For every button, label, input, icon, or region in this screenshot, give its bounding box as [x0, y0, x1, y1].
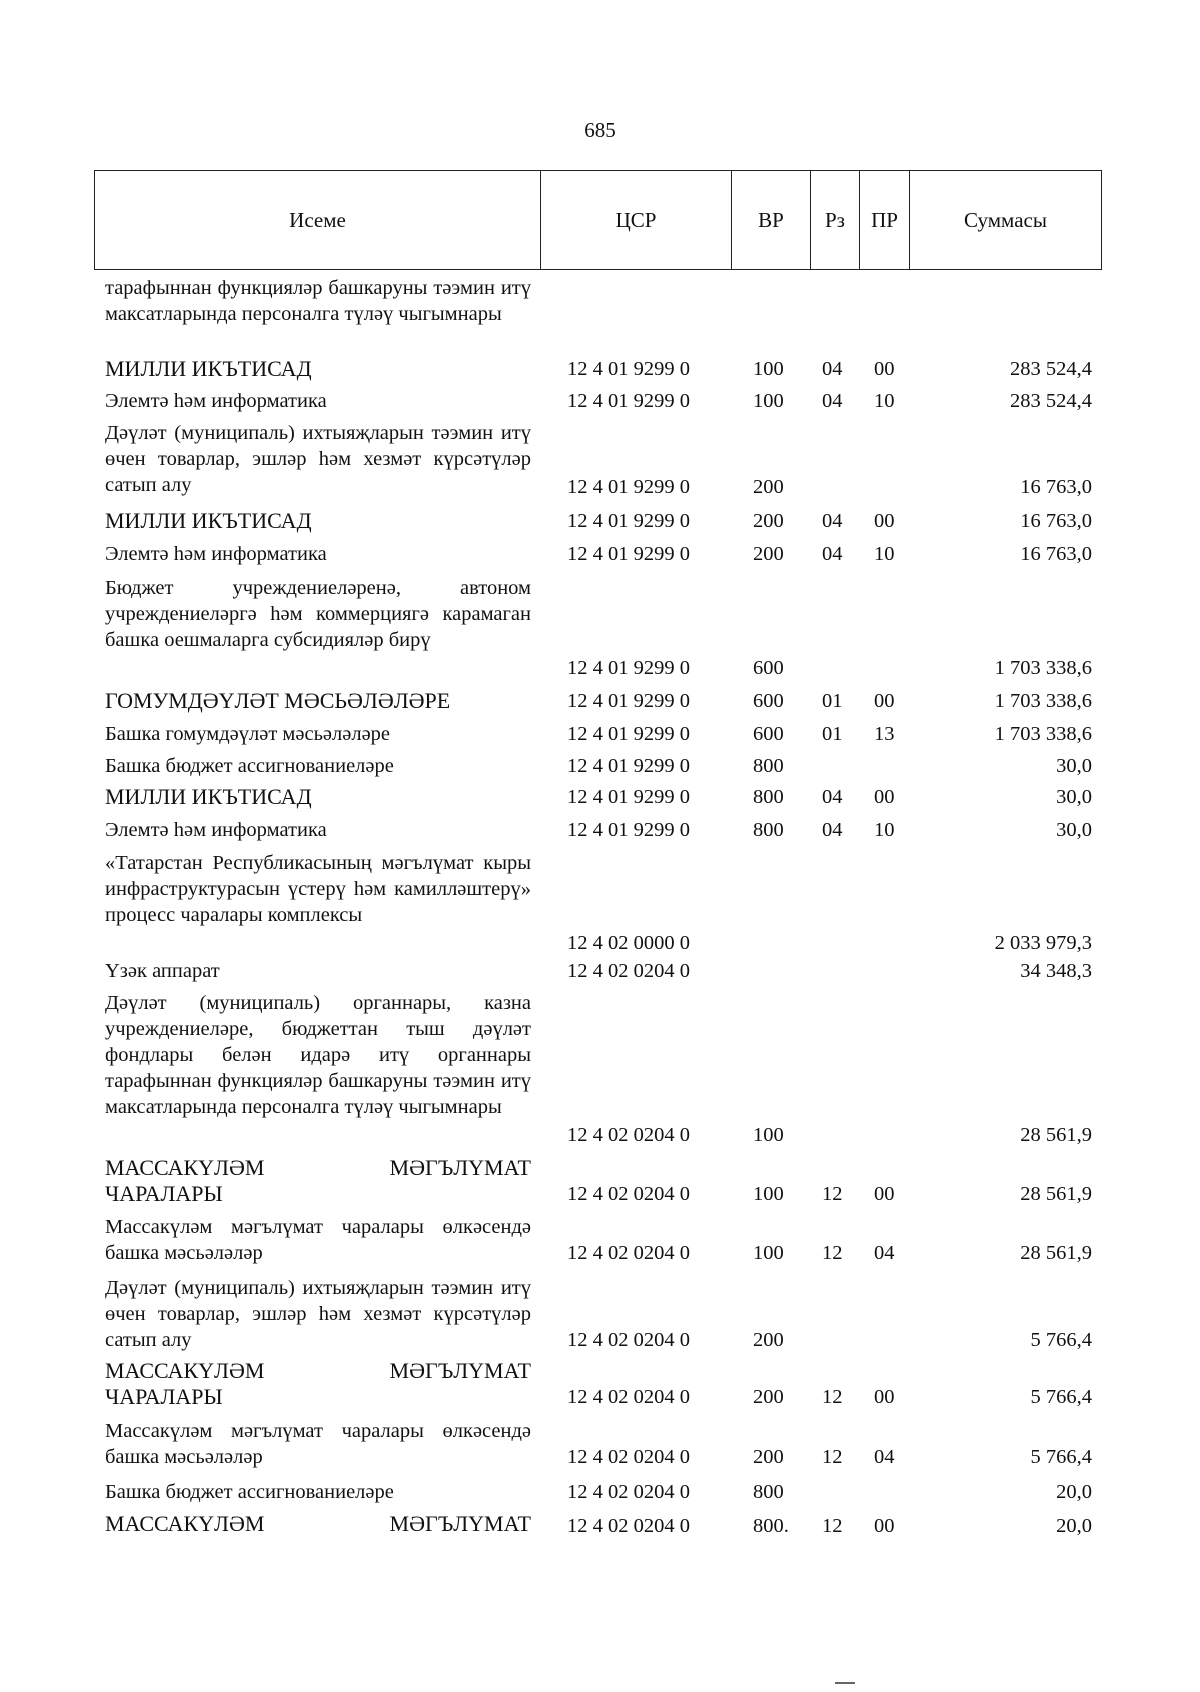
row-vr: 600: [753, 690, 784, 712]
table-row: [0, 575, 1200, 681]
row-rz: 12: [822, 1515, 843, 1537]
table-row: [0, 688, 1200, 714]
table-row: [0, 1479, 1200, 1505]
row-vr: 800.: [753, 1515, 789, 1537]
row-pr: 00: [874, 1515, 895, 1537]
row-pr: 10: [874, 819, 895, 841]
row-rz: 12: [822, 1183, 843, 1205]
table-row: [0, 275, 1200, 355]
row-rz: 12: [822, 1446, 843, 1468]
row-csr: 12 4 02 0204 0: [567, 960, 690, 982]
row-name: Башка бюджет ассигнованиеләре: [105, 755, 394, 777]
table-row: [0, 1418, 1200, 1470]
row-csr: 12 4 01 9299 0: [567, 543, 690, 565]
row-name: Башка бюджет ассигнованиеләре: [105, 1481, 394, 1503]
row-vr: 600: [753, 723, 784, 745]
row-sum: 28 561,9: [1020, 1183, 1092, 1205]
row-pr: 00: [874, 1183, 895, 1205]
row-rz: 04: [822, 786, 843, 808]
row-rz: 04: [822, 543, 843, 565]
row-vr: 100: [753, 390, 784, 412]
row-csr: 12 4 02 0204 0: [567, 1329, 690, 1351]
row-sum: 30,0: [1056, 786, 1092, 808]
row-name: Башка гомумдәүләт мәсьәләләре: [105, 723, 391, 745]
row-sum: 20,0: [1056, 1481, 1092, 1503]
row-pr: 04: [874, 1242, 895, 1264]
table-row: [0, 990, 1200, 1148]
table-row: [0, 1155, 1200, 1207]
row-name: МАССАКҮЛӘМ МӘГЪЛҮМАТ ЧАРАЛАРЫ: [105, 1155, 531, 1206]
row-sum: 1 703 338,6: [994, 657, 1092, 679]
table-row: [0, 541, 1200, 567]
row-vr: 100: [753, 358, 784, 380]
row-pr: 04: [874, 1446, 895, 1468]
row-rz: 04: [822, 390, 843, 412]
row-vr: 200: [753, 543, 784, 565]
row-sum: 5 766,4: [1030, 1446, 1092, 1468]
row-rz: 12: [822, 1386, 843, 1408]
table-row: [0, 721, 1200, 747]
row-pr: 13: [874, 723, 895, 745]
row-pr: 00: [874, 1386, 895, 1408]
row-name: Дәүләт (муниципаль) ихтыяҗларын тәэмин итү өчен товарлар, эшләр һәм хезмәт күрсәтүләр сатып алу: [105, 1277, 531, 1351]
row-rz: 04: [822, 358, 843, 380]
row-vr: 200: [753, 1329, 784, 1351]
table-row: [0, 1275, 1200, 1353]
header-csr: ЦСР: [541, 171, 732, 270]
scan-mark: [835, 1682, 855, 1684]
row-rz: 12: [822, 1242, 843, 1264]
row-vr: 100: [753, 1183, 784, 1205]
table-row: [0, 817, 1200, 843]
row-rz: 04: [822, 510, 843, 532]
row-pr: 00: [874, 786, 895, 808]
row-pr: 00: [874, 510, 895, 532]
row-name: МАССАКҮЛӘМ МӘГЪЛҮМАТ ЧАРАЛАРЫ: [105, 1358, 531, 1409]
row-sum: 1 703 338,6: [994, 723, 1092, 745]
header-sum: Суммасы: [910, 171, 1102, 270]
row-pr: 00: [874, 690, 895, 712]
row-vr: 200: [753, 476, 784, 498]
row-name: Элемтә һәм информатика: [105, 390, 327, 412]
row-vr: 100: [753, 1124, 784, 1146]
row-name: ГОМУМДӘҮЛӘТ МӘСЬӘЛӘЛӘРЕ: [105, 688, 451, 713]
row-name: МИЛЛИ ИКЪТИСАД: [105, 356, 312, 381]
row-name: Элемтә һәм информатика: [105, 819, 327, 841]
row-rz: 04: [822, 819, 843, 841]
row-sum: 5 766,4: [1030, 1386, 1092, 1408]
table-row: [0, 753, 1200, 779]
row-csr: 12 4 01 9299 0: [567, 786, 690, 808]
row-csr: 12 4 01 9299 0: [567, 390, 690, 412]
table-row: [0, 958, 1200, 984]
row-name: Бюджет учреждениеләренә, автоном учреждениеләргә һәм коммерциягә карамаган башка оешмаларга субсидияләр бирү: [105, 577, 531, 651]
table-row: [0, 388, 1200, 414]
table-row: [0, 1358, 1200, 1410]
row-vr: 800: [753, 786, 784, 808]
row-vr: 800: [753, 1481, 784, 1503]
row-rz: 01: [822, 690, 843, 712]
row-name: МИЛЛИ ИКЪТИСАД: [105, 508, 312, 533]
row-vr: 800: [753, 819, 784, 841]
row-csr: 12 4 02 0000 0: [567, 932, 690, 954]
row-csr: 12 4 02 0204 0: [567, 1481, 690, 1503]
row-vr: 600: [753, 657, 784, 679]
row-sum: 1 703 338,6: [994, 690, 1092, 712]
row-name: МИЛЛИ ИКЪТИСАД: [105, 784, 312, 809]
row-name: Массакүләм мәгълүмат чаралары өлкәсендә башка мәсьәләләр: [105, 1420, 531, 1468]
row-csr: 12 4 02 0204 0: [567, 1386, 690, 1408]
row-name: МАССАКҮЛӘМ МӘГЪЛҮМАТ: [105, 1511, 531, 1536]
row-pr: 10: [874, 543, 895, 565]
row-pr: 00: [874, 358, 895, 380]
header-vr: ВР: [732, 171, 811, 270]
row-sum: 28 561,9: [1020, 1242, 1092, 1264]
row-csr: 12 4 02 0204 0: [567, 1124, 690, 1146]
row-sum: 16 763,0: [1020, 476, 1092, 498]
row-name: Массакүләм мәгълүмат чаралары өлкәсендә башка мәсьәләләр: [105, 1216, 531, 1264]
table-row: [0, 508, 1200, 534]
row-rz: 01: [822, 723, 843, 745]
row-csr: 12 4 01 9299 0: [567, 690, 690, 712]
row-name: тарафыннан функцияләр башкаруны тәэмин итү максатларында персоналга түләү чыгымнары: [105, 277, 531, 325]
row-sum: 30,0: [1056, 819, 1092, 841]
row-csr: 12 4 01 9299 0: [567, 723, 690, 745]
row-sum: 283 524,4: [1010, 390, 1092, 412]
row-vr: 200: [753, 510, 784, 532]
table-row: [0, 356, 1200, 382]
row-sum: 30,0: [1056, 755, 1092, 777]
row-sum: 34 348,3: [1020, 960, 1092, 982]
row-name: Үзәк аппарат: [105, 960, 220, 982]
row-name: Дәүләт (муниципаль) ихтыяҗларын тәэмин итү өчен товарлар, эшләр һәм хезмәт күрсәтүләр сатып алу: [105, 422, 531, 496]
row-sum: 283 524,4: [1010, 358, 1092, 380]
row-csr: 12 4 01 9299 0: [567, 819, 690, 841]
row-csr: 12 4 01 9299 0: [567, 476, 690, 498]
row-sum: 28 561,9: [1020, 1124, 1092, 1146]
table-row: [0, 420, 1200, 500]
row-csr: 12 4 01 9299 0: [567, 755, 690, 777]
row-sum: 5 766,4: [1030, 1329, 1092, 1351]
table-row: [0, 784, 1200, 810]
row-sum: 20,0: [1056, 1515, 1092, 1537]
table-row: [0, 1214, 1200, 1266]
row-csr: 12 4 02 0204 0: [567, 1183, 690, 1205]
header-name: Исеме: [95, 171, 541, 270]
row-csr: 12 4 02 0204 0: [567, 1515, 690, 1537]
row-vr: 100: [753, 1242, 784, 1264]
row-vr: 200: [753, 1386, 784, 1408]
row-csr: 12 4 01 9299 0: [567, 358, 690, 380]
row-pr: 10: [874, 390, 895, 412]
row-vr: 200: [753, 1446, 784, 1468]
row-name: Элемтә һәм информатика: [105, 543, 327, 565]
table-row: [0, 1511, 1200, 1539]
row-vr: 800: [753, 755, 784, 777]
row-name: Дәүләт (муниципаль) органнары, казна учреждениеләре, бюджеттан тыш дәүләт фондлары белән идарә итү органнары тарафыннан функцияләр башкаруны тәэмин итү максатларында персоналга түләү чыгымнары: [105, 992, 531, 1118]
row-csr: 12 4 02 0204 0: [567, 1446, 690, 1468]
row-sum: 16 763,0: [1020, 543, 1092, 565]
row-csr: 12 4 01 9299 0: [567, 510, 690, 532]
table-row: [0, 850, 1200, 956]
row-sum: 16 763,0: [1020, 510, 1092, 532]
row-csr: 12 4 01 9299 0: [567, 657, 690, 679]
row-name: «Татарстан Республикасының мәгълүмат кыры инфраструктурасын үстерү һәм камилләштерү» процесс чаралары комплексы: [105, 852, 531, 926]
page-number: 685: [584, 118, 616, 142]
row-csr: 12 4 02 0204 0: [567, 1242, 690, 1264]
row-sum: 2 033 979,3: [994, 932, 1092, 954]
header-rz: Рз: [811, 171, 860, 270]
header-pr: ПР: [860, 171, 910, 270]
